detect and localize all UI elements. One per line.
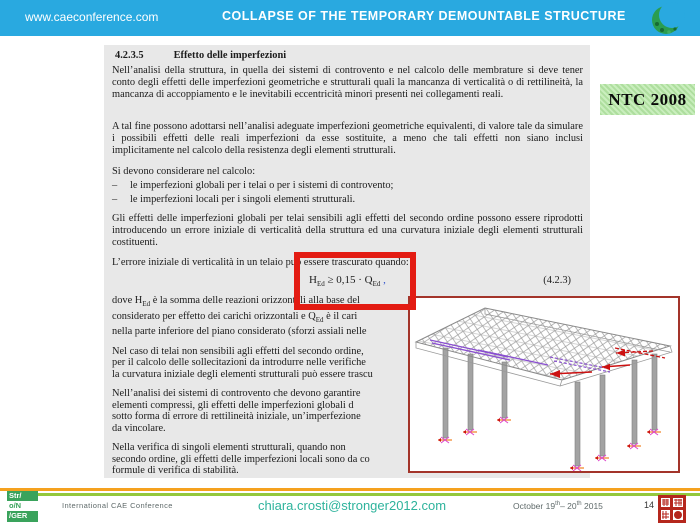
doc-line: nella parte inferiore del piano considerato (sforzi assiali nelle xyxy=(112,326,367,338)
doc-list-item xyxy=(112,194,583,206)
doc-line: Nell’analisi dei sistemi di controvento che devono garantire xyxy=(112,388,361,400)
doc-line: considerato per effetto dei carichi orizzontali e $Q_{Ed}$ è il cari xyxy=(112,310,358,324)
doc-line: Nella verifica di singoli elementi strutturali, quando non xyxy=(112,442,346,454)
seal-stamp-icon xyxy=(658,495,686,523)
space-frame-model-icon xyxy=(410,298,678,471)
footer-orange-divider xyxy=(0,488,700,491)
formula: $H_{Ed} \ge 0,15 \cdot Q_{Ed}$ , xyxy=(309,274,386,289)
doc-list-item-text: le imperfezioni globali per i telai o per i sistemi di controvento; xyxy=(130,180,394,191)
doc-line: la curvatura iniziale degli elementi strutturali può essere trascu xyxy=(112,368,373,380)
stronger-logo xyxy=(7,491,38,522)
doc-line: dove $H_{Ed}$ è la somma delle reazioni orizzontali alla base del xyxy=(112,295,360,309)
header-bar xyxy=(0,0,700,36)
doc-line: elementi compressi, gli effetti delle imperfezioni globali d xyxy=(112,399,354,411)
doc-line: da vincolare. xyxy=(112,422,166,434)
doc-list-item-text: le imperfezioni locali per i singoli elementi strutturali. xyxy=(130,194,356,205)
slide-title: COLLAPSE OF THE TEMPORARY DEMOUNTABLE STRUCTURE xyxy=(222,9,626,23)
conference-date: October 19th– 20th 2015 xyxy=(513,501,603,511)
list-dash: – xyxy=(112,194,118,205)
doc-list-item xyxy=(112,180,583,192)
website-link[interactable]: www.caeconference.com xyxy=(25,10,159,24)
footer-green-divider xyxy=(30,493,700,496)
doc-list xyxy=(112,180,583,206)
doc-paragraph: Si devono considerare nel calcolo: xyxy=(112,166,256,177)
doc-line: formule di verifica di stabilità. xyxy=(112,465,239,477)
stronger-logo-line: o/N xyxy=(7,501,38,511)
cae-conference-logo-icon xyxy=(648,1,686,39)
equation-number: (4.2.3) xyxy=(543,275,571,286)
doc-paragraph: Gli effetti delle imperfezioni globali per telai sensibili agli effetti del secondo ordine possono essere riprodotti introducendo un errore iniziale di verticalità della struttura ed una curvatura iniziale degli elementi strutturali costituenti. xyxy=(112,213,583,248)
doc-heading-title: Effetto delle imperfezioni xyxy=(173,50,287,61)
email-link[interactable]: chiara.crosti@stronger2012.com xyxy=(258,498,447,513)
stronger-logo-line: Str/ xyxy=(9,491,22,500)
doc-heading xyxy=(112,50,583,62)
doc-line: secondo ordine, gli effetti delle imperfezioni locali sono da co xyxy=(112,453,370,465)
doc-line: Nel caso di telai non sensibili agli effetti del secondo ordine, xyxy=(112,345,364,357)
doc-line: sotto forma di errore di rettilineità iniziale, un’imperfezione xyxy=(112,411,361,423)
doc-paragraph: A tal fine possono adottarsi nell’analisi adeguate imperfezioni geometriche equivalenti, di valore tale da simulare i possibili effetti delle reali imperfezioni da esse sostituite, a meno che tali effetti non siano inclusi implicitamente nel calcolo della resistenza degli elementi strutturali. xyxy=(112,121,583,156)
doc-paragraph: Nell’analisi della struttura, in quella dei sistemi di controvento e nel calcolo delle membrature si deve tener conto degli effetti delle imperfezioni geometriche e strutturali quali la mancanza di verticalità o di rettilineità, la mancanza di accoppiamento e le inevitabili eccentricità minori presenti nei collegamenti reali. xyxy=(112,65,583,100)
formula-highlight-box xyxy=(294,252,416,310)
doc-paragraph: L’errore iniziale di verticalità in un telaio può essere trascurato quando: xyxy=(112,257,409,268)
list-dash: – xyxy=(112,180,118,191)
structural-model-figure xyxy=(408,296,680,473)
conference-name: International CAE Conference xyxy=(62,501,173,510)
doc-heading-number: 4.2.3.5 xyxy=(115,50,144,61)
doc-line: per il calcolo delle sollecitazioni da introdurre nelle verifiche xyxy=(112,357,366,369)
page-number: 14 xyxy=(644,500,655,510)
ntc-2008-badge: NTC 2008 xyxy=(600,84,695,115)
stronger-logo-line: /GER xyxy=(9,511,28,520)
